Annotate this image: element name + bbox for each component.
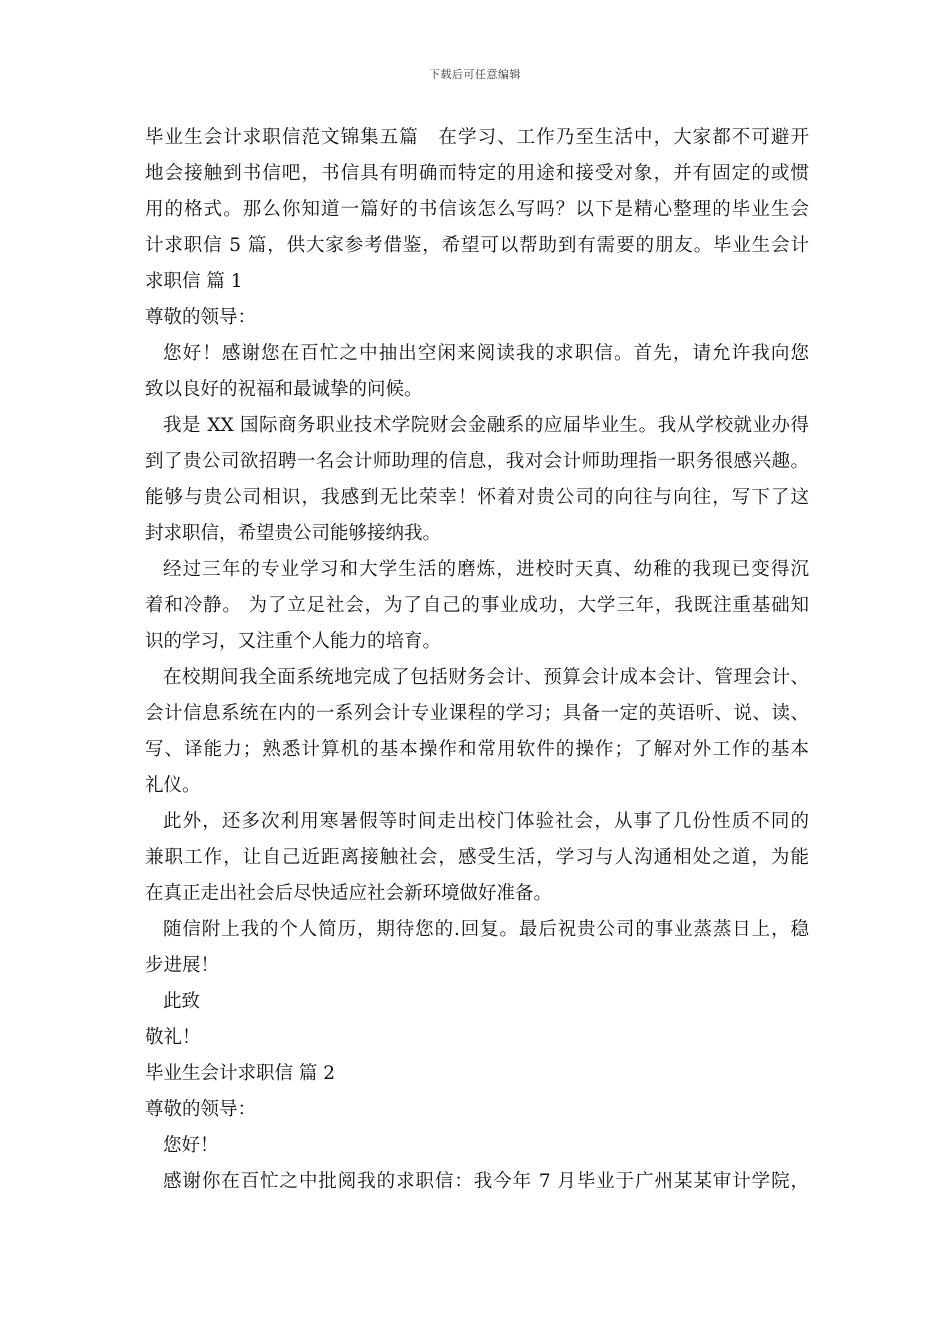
text-line: 致以良好的祝福和最诚挚的问候。: [145, 379, 423, 400]
page-header: 下载后可任意编辑: [429, 68, 521, 81]
text-line: 此致: [163, 991, 201, 1012]
text-line: 步进展！: [145, 955, 220, 976]
document-body: [145, 120, 809, 1200]
text-line: 您好！: [163, 1135, 219, 1156]
text-line: 到了贵公司欲招聘一名会计师助理的信息，我对会计师助理指一职务很感兴趣。: [145, 451, 809, 472]
text-line: 敬礼！: [145, 1027, 201, 1048]
text-line: 感谢你在百忙之中批阅我的求职信：我今年 7 月毕业于广州某某审计学院，: [163, 1171, 809, 1192]
text-line: 兼职工作，让自己近距离接触社会，感受生活，学习与人沟通相处之道，为能: [145, 847, 809, 868]
text-line: 我是 XX 国际商务职业技术学院财会金融系的应届毕业生。我从学校就业办得: [163, 415, 809, 436]
text-line: 毕业生会计求职信范文锦集五篇 在学习、工作乃至生活中，大家都不可避开: [145, 127, 809, 148]
text-line: 在校期间我全面系统地完成了包括财务会计、预算会计成本会计、管理会计、: [163, 667, 809, 688]
text-line: 礼仪。: [145, 775, 201, 796]
text-line: 能够与贵公司相识，我感到无比荣幸！怀着对贵公司的向往与向往，写下了这: [145, 487, 809, 508]
text-line: 封求职信，希望贵公司能够接纳我。: [145, 523, 442, 544]
text-line: 会计信息系统在内的一系列会计专业课程的学习；具备一定的英语听、说、读、: [145, 703, 809, 724]
text-line: 经过三年的专业学习和大学生活的磨炼，进校时天真、幼稚的我现已变得沉: [163, 559, 809, 580]
text-line: 毕业生会计求职信 篇 2: [145, 1063, 336, 1084]
text-line: 地会接触到书信吧，书信具有明确而特定的用途和接受对象，并有固定的或惯: [145, 163, 809, 184]
text-line: 尊敬的领导：: [145, 307, 257, 328]
text-line: 此外，还多次利用寒暑假等时间走出校门体验社会，从事了几份性质不同的: [163, 811, 809, 832]
text-line: 写、译能力；熟悉计算机的基本操作和常用软件的操作；了解对外工作的基本: [145, 739, 809, 760]
text-line: 着和冷静。 为了立足社会，为了自己的事业成功，大学三年，我既注重基础知: [145, 595, 809, 616]
text-line: 计求职信 5 篇，供大家参考借鉴，希望可以帮助到有需要的朋友。毕业生会计: [145, 235, 809, 256]
text-line: 求职信 篇 1: [145, 271, 243, 292]
text-line: 用的格式。那么你知道一篇好的书信该怎么写吗？以下是精心整理的毕业生会: [145, 199, 809, 220]
text-line: 尊敬的领导：: [145, 1099, 257, 1120]
text-line: 您好！感谢您在百忙之中抽出空闲来阅读我的求职信。首先，请允许我向您: [163, 343, 809, 364]
text-line: 随信附上我的个人简历，期待您的.回复。最后祝贵公司的事业蒸蒸日上，稳: [163, 919, 809, 940]
text-line: 识的学习，又注重个人能力的培育。: [145, 631, 442, 652]
text-line: 在真正走出社会后尽快适应社会新环境做好准备。: [145, 883, 553, 904]
